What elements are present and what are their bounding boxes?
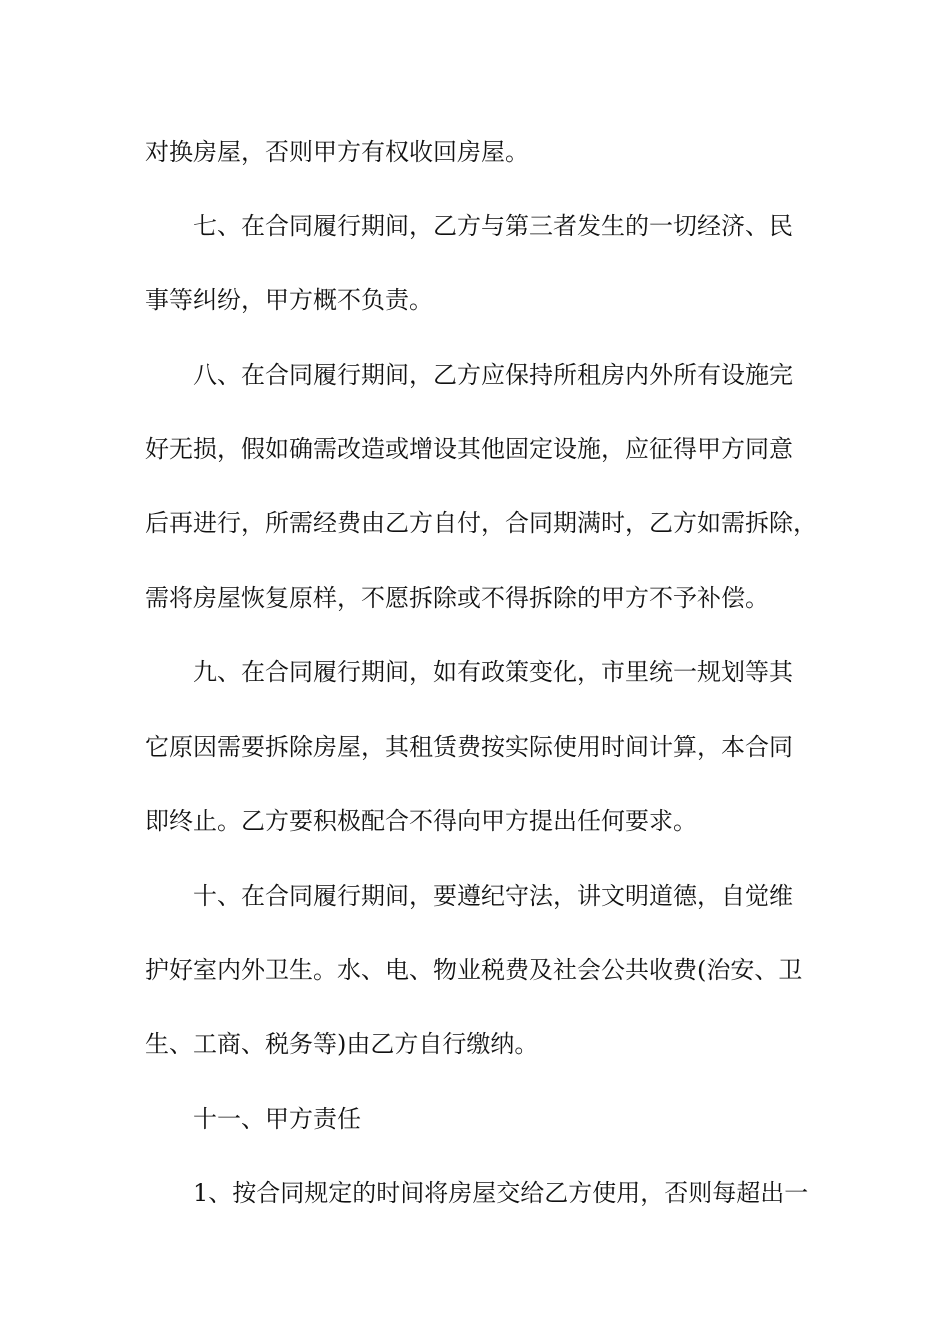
section-heading: 十一、甲方责任 (193, 1105, 361, 1133)
paragraph-line: 需将房屋恢复原样，不愿拆除或不得拆除的甲方不予补偿。 (145, 584, 769, 612)
paragraph-line: 好无损，假如确需改造或增设其他固定设施，应征得甲方同意 (145, 435, 793, 463)
paragraph-line: 生、工商、税务等)由乙方自行缴纳。 (145, 1030, 539, 1058)
paragraph-line: 九、在合同履行期间，如有政策变化，市里统一规划等其 (193, 658, 793, 686)
paragraph-line: 后再进行，所需经费由乙方自付，合同期满时，乙方如需拆除， (145, 509, 817, 537)
paragraph-line: 事等纠纷，甲方概不负责。 (145, 286, 433, 314)
paragraph-line: 护好室内外卫生。水、电、物业税费及社会公共收费(治安、卫 (145, 956, 803, 984)
paragraph-line: 十、在合同履行期间，要遵纪守法，讲文明道德，自觉维 (193, 882, 793, 910)
paragraph-line: 七、在合同履行期间，乙方与第三者发生的一切经济、民 (193, 212, 793, 240)
paragraph-line: 它原因需要拆除房屋，其租赁费按实际使用时间计算，本合同 (145, 733, 793, 761)
paragraph-line: 对换房屋，否则甲方有权收回房屋。 (145, 138, 529, 166)
paragraph-line: 八、在合同履行期间，乙方应保持所租房内外所有设施完 (193, 361, 793, 389)
paragraph-line: 1、按合同规定的时间将房屋交给乙方使用，否则每超出一 (193, 1179, 809, 1207)
paragraph-line: 即终止。乙方要积极配合不得向甲方提出任何要求。 (145, 807, 697, 835)
